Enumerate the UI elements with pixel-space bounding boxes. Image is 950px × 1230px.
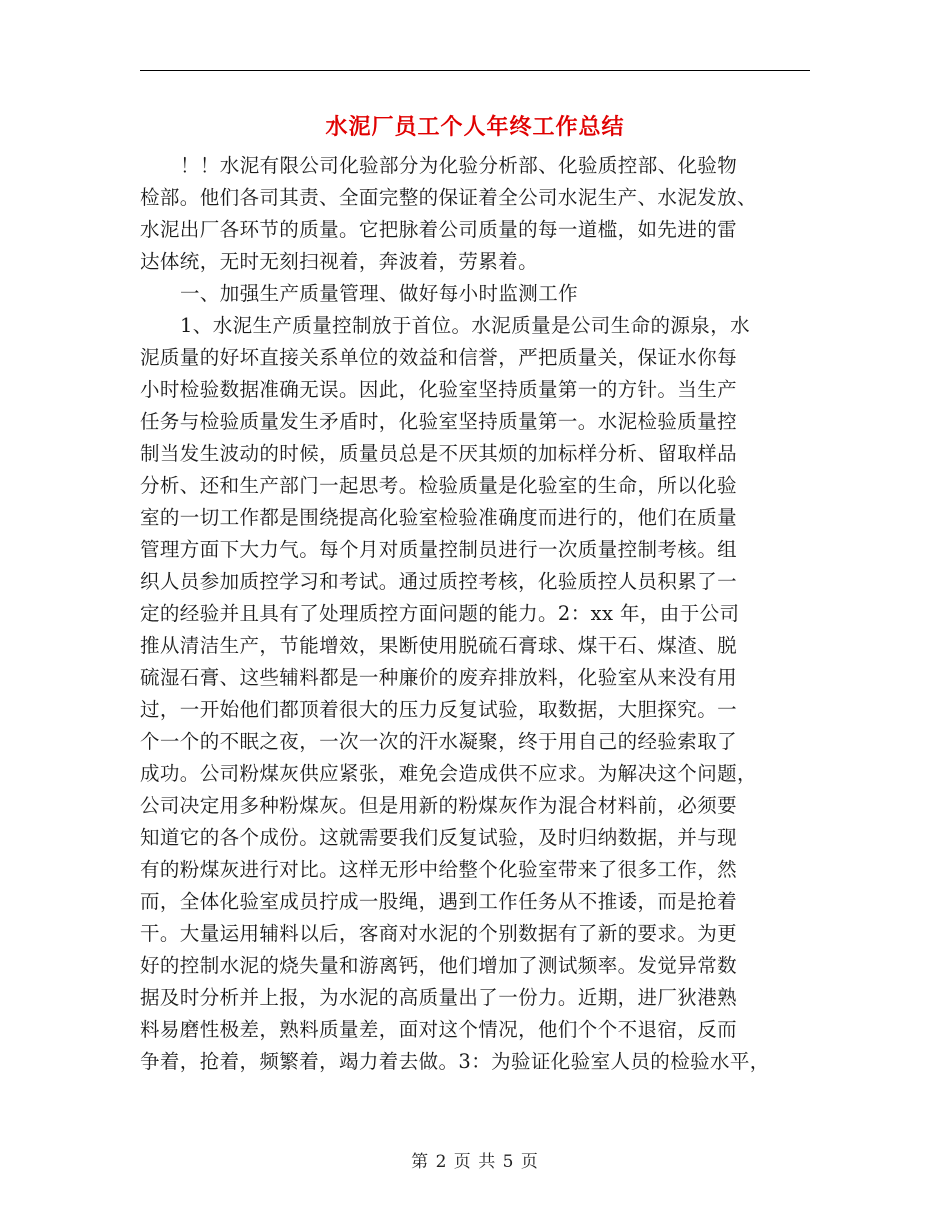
document-body [140,150,820,1078]
body-line: ！！水泥有限公司化验部分为化验分析部、化验质控部、化验物 [180,154,738,177]
document-title: 水泥厂员工个人年终工作总结 [325,114,625,140]
body-line: 任务与检验质量发生矛盾时，化验室坚持质量第一。水泥检验质量控 [140,410,738,433]
body-line: 小时检验数据准确无误。因此，化验室坚持质量第一的方针。当生产 [140,378,738,401]
body-line: 个一个的不眠之夜，一次一次的汗水凝聚，终于用自己的经验索取了 [140,730,738,753]
body-line: 公司决定用多种粉煤灰。但是用新的粉煤灰作为混合材料前，必须要 [140,794,738,817]
body-line: 而，全体化验室成员拧成一股绳，遇到工作任务从不推诿，而是抢着 [140,890,738,913]
body-line: 成功。公司粉煤灰供应紧张，难免会造成供不应求。为解决这个问题， [140,762,757,785]
body-line: 室的一切工作都是围绕提高化验室检验准确度而进行的，他们在质量 [140,506,738,529]
body-line: 干。大量运用辅料以后，客商对水泥的个别数据有了新的要求。为更 [140,922,738,945]
body-line: 过，一开始他们都顶着很大的压力反复试验，取数据，大胆探究。一 [140,698,738,721]
body-line: 推从清洁生产，节能增效，果断使用脱硫石膏球、煤干石、煤渣、脱 [140,634,738,657]
body-line: 争着，抢着，频繁着，竭力着去做。3：为验证化验室人员的检验水平， [140,1050,770,1073]
body-line: 知道它的各个成份。这就需要我们反复试验，及时归纳数据，并与现 [140,826,738,849]
body-line: 泥质量的好坏直接关系单位的效益和信誉，严把质量关，保证水你每 [140,346,738,369]
body-line: 定的经验并且具有了处理质控方面问题的能力。2：xx 年，由于公司 [140,602,740,625]
body-line: 据及时分析并上报，为水泥的高质量出了一份力。近期，进厂狄港熟 [140,986,738,1009]
body-line: 水泥出厂各环节的质量。它把脉着公司质量的每一道槛，如先进的雷 [140,218,738,241]
body-line: 分析、还和生产部门一起思考。检验质量是化验室的生命，所以化验 [140,474,738,497]
body-line: 检部。他们各司其责、全面完整的保证着全公司水泥生产、水泥发放、 [140,186,757,209]
header-rule [140,70,810,71]
body-line: 管理方面下大力气。每个月对质量控制员进行一次质量控制考核。组 [140,538,738,561]
page-footer: 第 2 页 共 5 页 [411,1152,539,1172]
section-heading: 一、加强生产质量管理、做好每小时监测工作 [180,282,579,305]
body-line: 达体统，无时无刻扫视着，奔波着，劳累着。 [140,250,539,273]
body-line: 织人员参加质控学习和考试。通过质控考核，化验质控人员积累了一 [140,570,738,593]
body-line: 硫湿石膏、这些辅料都是一种廉价的废弃排放料，化验室从来没有用 [140,666,738,689]
body-line: 制当发生波动的时候，质量员总是不厌其烦的加标样分析、留取样品 [140,442,738,465]
body-line: 有的粉煤灰进行对比。这样无形中给整个化验室带来了很多工作，然 [140,858,738,881]
body-line: 1、水泥生产质量控制放于首位。水泥质量是公司生命的源泉，水 [180,314,751,337]
body-line: 好的控制水泥的烧失量和游离钙，他们增加了测试频率。发觉异常数 [140,954,738,977]
body-line: 料易磨性极差，熟料质量差，面对这个情况，他们个个不退宿，反而 [140,1018,738,1041]
